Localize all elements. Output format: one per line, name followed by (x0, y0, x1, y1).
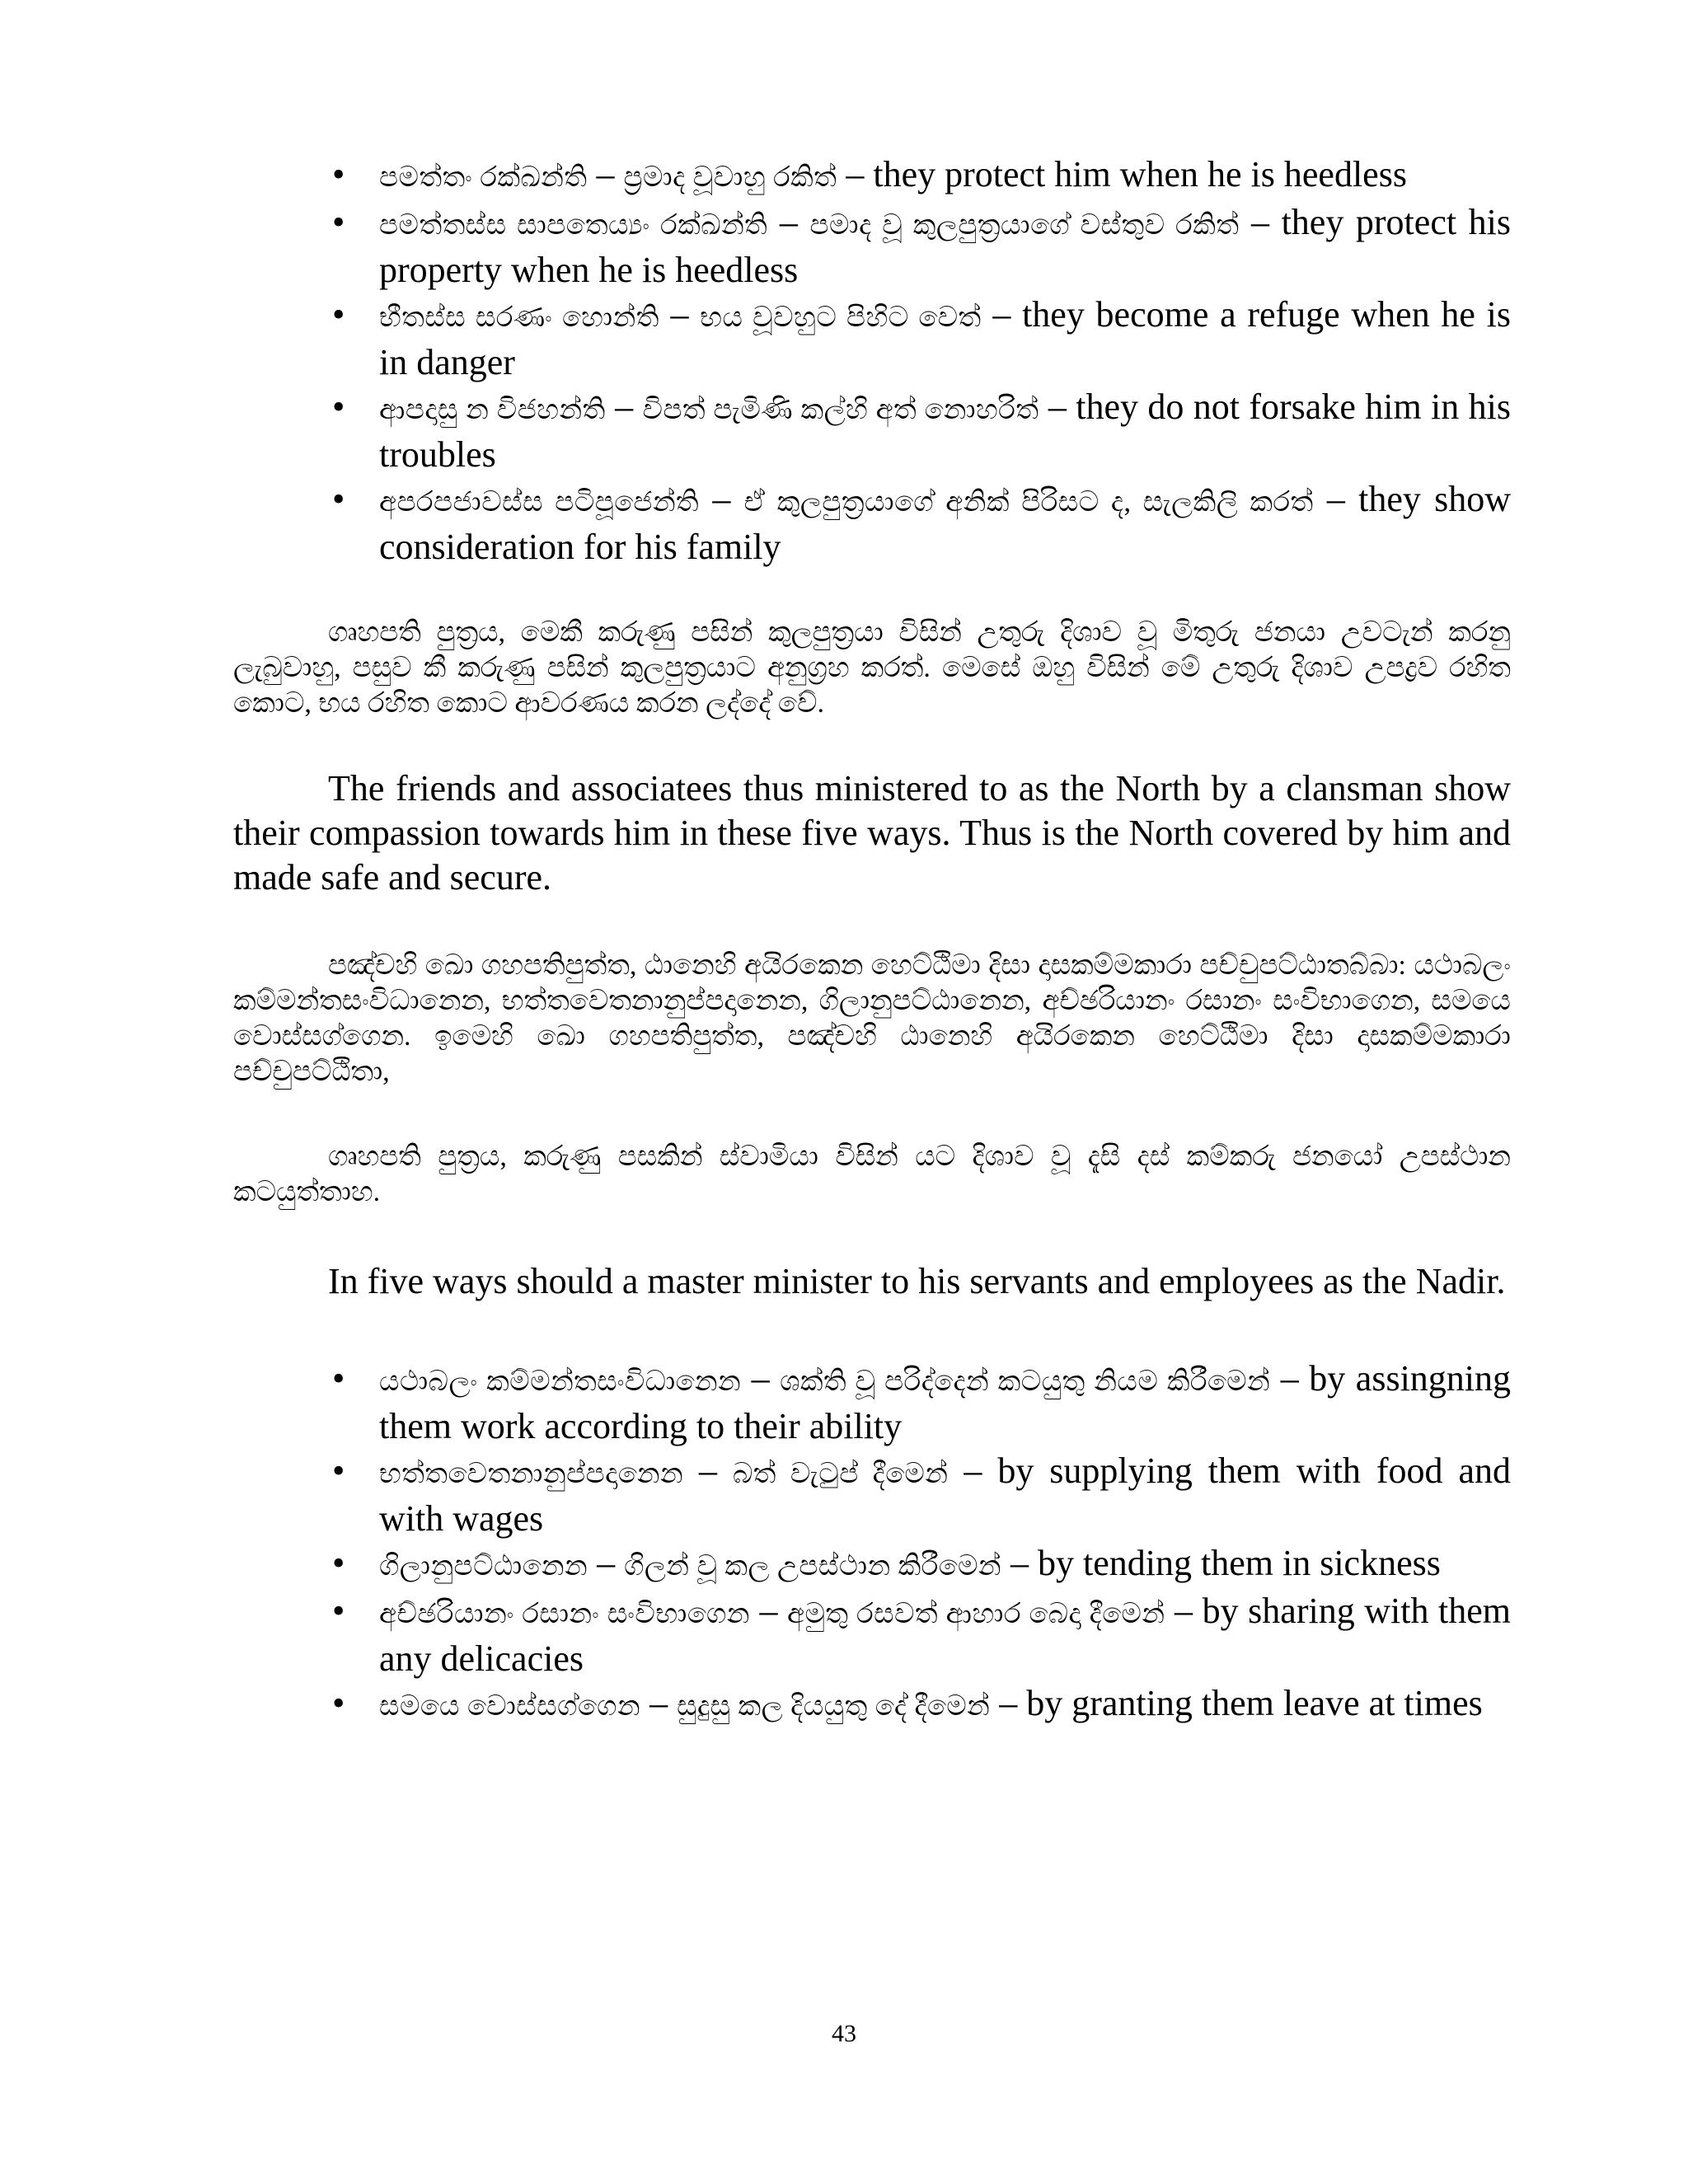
sinhala-gloss: සුදුසු කල දියයුතු දේ දීමෙන් (677, 1691, 991, 1722)
dash: – (779, 202, 798, 242)
dash: – (1251, 202, 1269, 242)
bullet-icon: • (332, 387, 345, 427)
pali-term: අපරපජාවස්ස පටිපූජෙන්ති (379, 487, 700, 518)
dash: – (1048, 387, 1067, 427)
english-gloss: by sharing with them any delicacies (379, 1591, 1512, 1679)
dash: – (699, 1451, 718, 1491)
dash: – (1280, 1358, 1299, 1399)
dash: – (596, 154, 615, 194)
list-item (233, 1541, 1511, 1589)
list-item (233, 1449, 1511, 1541)
english-gloss: by granting them leave at times (1026, 1683, 1483, 1723)
sinhala-gloss: අමුතු රසවත් ආහාර බෙදා දීමෙන් (787, 1599, 1165, 1629)
bullet-icon: • (332, 1358, 345, 1399)
dash: – (670, 294, 689, 335)
list-item (233, 293, 1511, 385)
document-page (233, 152, 1511, 1729)
pali-paragraph-nadir: පඤ්චහි ඛො ගහපතිපුත්ත, ඨානෙහි අයිරකෙන හෙට්ඨිමා දිසා දාසකම්මකාරා පච්චුපට්ඨාතබ්බා: යථාබලං කම්මන්තසංවිධානෙන, භත්තවෙතනානුප්පදානෙන, ගිලානුපට්ඨානෙන, අච්ඡරියානං රසානං සංවිභාගෙන, සමයෙ වොස්සග්ගෙන. ඉමෙහි ඛො ගහපතිපුත්ත, පඤ්චහි ඨානෙහි අයිරකෙන හෙට්ඨිමා දිසා දාසකම්මකාරා පච්චුපට්ඨිතා, (233, 950, 1511, 1087)
pali-term: සමයෙ වොස්සග්ගෙන (379, 1691, 641, 1722)
bullet-icon: • (332, 1591, 345, 1631)
bullet-icon: • (332, 294, 345, 335)
dash: – (992, 294, 1011, 335)
bullet-icon: • (332, 1683, 345, 1723)
english-gloss: they become a refuge when he is in danger (379, 294, 1512, 382)
bullet-icon: • (332, 1451, 345, 1491)
english-gloss: by supplying them with food and with wages (379, 1451, 1511, 1539)
sinhala-gloss: විපත් පැමිණි කල්හි අත් නොහරිත් (642, 395, 1039, 425)
pali-term: යථාබලං කම්මන්තසංවිධානෙන (379, 1366, 742, 1397)
pali-term: අච්ඡරියානං රසානං සංවිභාගෙන (379, 1599, 750, 1629)
list-item (233, 152, 1511, 200)
list-item (233, 200, 1511, 293)
english-gloss: they show consideration for his family (379, 479, 1512, 567)
dash: – (846, 154, 865, 194)
list-item (233, 1357, 1511, 1449)
pali-term: ගිලානුපට්ඨානෙන (379, 1551, 588, 1582)
english-gloss: by assingning them work according to their ability (379, 1358, 1512, 1446)
list-item (233, 385, 1511, 477)
sinhala-gloss: ශක්ති වූ පරිද්දෙන් කටයුතු නියම කිරීමෙන් (780, 1366, 1271, 1397)
bullet-icon: • (332, 154, 345, 194)
dash: – (1175, 1591, 1193, 1631)
english-gloss: they do not forsake him in his troubles (379, 387, 1512, 475)
dash: – (1010, 1543, 1029, 1583)
english-gloss: by tending them in sickness (1038, 1543, 1441, 1583)
english-gloss: they protect his property when he is heedless (379, 202, 1511, 290)
sinhala-gloss: ගිලන් වූ කල උපස්ථාන කිරීමෙන් (624, 1551, 1002, 1582)
english-paragraph-north: The friends and associatees thus ministered to as the North by a clansman show their compassion towards him in these five ways. Thus is the North covered by him and made safe and secure. (233, 768, 1511, 898)
english-gloss: they protect him when he is heedless (873, 154, 1407, 194)
dash: – (597, 1543, 616, 1583)
dash: – (999, 1683, 1018, 1723)
pali-term: භත්තවෙතනානුප්පදානෙන (379, 1459, 684, 1489)
dash: – (615, 387, 634, 427)
dash: – (649, 1683, 668, 1723)
bullet-icon: • (332, 202, 345, 242)
pali-term: පමත්තං රක්ඛන්ති (379, 162, 588, 193)
dash: – (1326, 479, 1345, 519)
bullet-list-nadir (233, 1357, 1511, 1729)
list-item (233, 1589, 1511, 1681)
dash: – (712, 479, 731, 519)
sinhala-gloss: ඒ කුලපුත්‍රයාගේ අනික් පිරිසට ද, සැලකිලි කරත් (743, 487, 1314, 518)
list-item (233, 1681, 1511, 1729)
page-number: 43 (832, 2020, 856, 2047)
dash: – (751, 1358, 770, 1399)
dash: – (964, 1451, 982, 1491)
sinhala-gloss: පමාද වූ කුලපුත්‍රයාගේ වස්තුව රකිත් (809, 210, 1240, 241)
sinhala-paragraph-nadir: ගෘහපති පුත්‍රය, කරුණු පසකින් ස්වාමියා විසින් යට දිශාව වූ දැසි දස් කම්කරු ජනයෝ උපස්ථාන කටයුත්තාහ. (233, 1141, 1511, 1207)
pali-term: ආපදාසු න විජහන්ති (379, 395, 606, 425)
bullet-list-north (233, 152, 1511, 569)
english-paragraph-nadir: In five ways should a master minister to his servants and employees as the Nadir. (328, 1261, 1506, 1301)
dash: – (759, 1591, 778, 1631)
bullet-icon: • (332, 1543, 345, 1583)
list-item (233, 477, 1511, 569)
sinhala-paragraph-north: ගෘහපති පුත්‍රය, මෙකී කරුණු පසින් කුලපුත්‍රයා විසින් උතුරු දිශාව වූ මිතුරු ජනයා උවටැන් කරනු ලැබුවාහු, පසුව කී කරුණු පසින් කුලපුත්‍රයාට අනුග්‍රහ කරත්. මෙසේ ඔහු විසින් මේ උතුරු දිශාව උපද්‍රව රහිත කොට, භය රහිත කොට ආවරණය කරන ලද්දේ වේ. (233, 617, 1511, 719)
sinhala-gloss: භය වූවහුට පිහිට වෙත් (700, 302, 982, 333)
pali-term: පමත්තස්ස සාපතෙය්‍යං රක්ඛන්ති (379, 210, 768, 241)
bullet-icon: • (332, 479, 345, 519)
pali-term: භීතස්ස සරණං හොන්ති (379, 302, 659, 333)
sinhala-gloss: බත් වැටුප් දීමෙන් (732, 1459, 949, 1489)
sinhala-gloss: ප්‍රමාද වූවාහු රකිත් (623, 162, 837, 193)
